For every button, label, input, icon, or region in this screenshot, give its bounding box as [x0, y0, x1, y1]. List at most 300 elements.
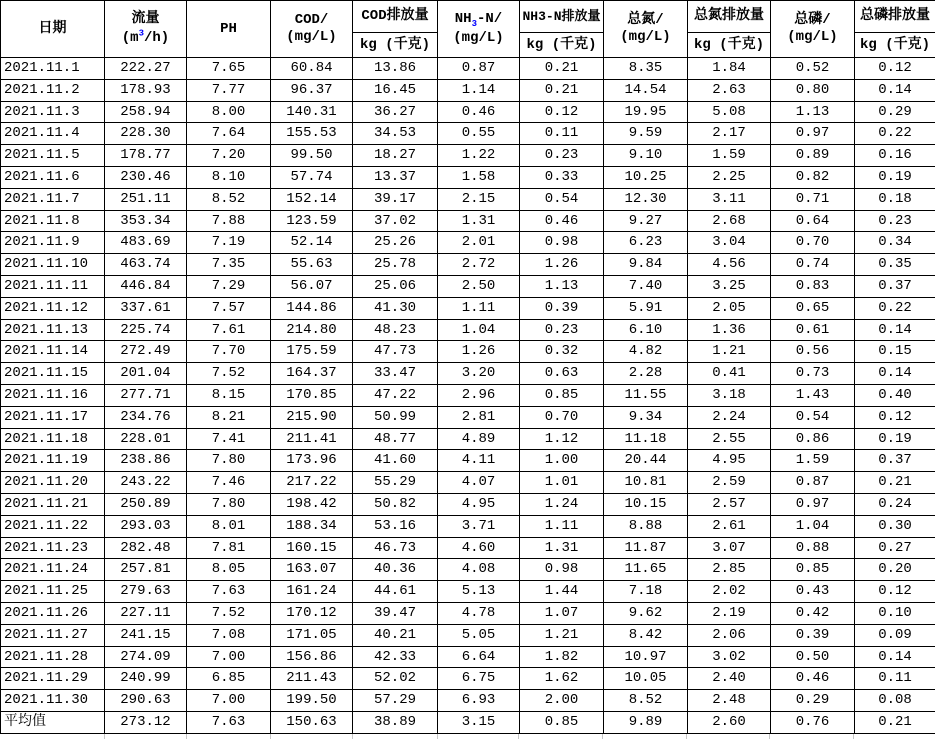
- value-cell[interactable]: 0.55: [438, 123, 520, 145]
- date-cell[interactable]: 2021.11.13: [1, 319, 105, 341]
- value-cell[interactable]: 12.30: [604, 188, 688, 210]
- date-cell[interactable]: 2021.11.29: [1, 668, 105, 690]
- date-cell[interactable]: 2021.11.27: [1, 624, 105, 646]
- value-cell[interactable]: 7.63: [187, 581, 271, 603]
- value-cell[interactable]: 41.60: [353, 450, 438, 472]
- value-cell[interactable]: 48.77: [353, 428, 438, 450]
- value-cell[interactable]: 150.63: [271, 711, 353, 733]
- value-cell[interactable]: 1.84: [688, 58, 771, 80]
- value-cell[interactable]: 42.33: [353, 646, 438, 668]
- value-cell[interactable]: 1.59: [771, 450, 855, 472]
- value-cell[interactable]: 7.00: [187, 646, 271, 668]
- value-cell[interactable]: 1.31: [520, 537, 604, 559]
- value-cell[interactable]: 0.46: [520, 210, 604, 232]
- value-cell[interactable]: 7.57: [187, 297, 271, 319]
- value-cell[interactable]: 0.40: [855, 384, 935, 406]
- value-cell[interactable]: 11.87: [604, 537, 688, 559]
- average-label-cell[interactable]: 平均值: [1, 711, 105, 733]
- value-cell[interactable]: 7.80: [187, 450, 271, 472]
- value-cell[interactable]: 0.85: [771, 559, 855, 581]
- value-cell[interactable]: 55.63: [271, 254, 353, 276]
- value-cell[interactable]: 8.35: [604, 58, 688, 80]
- value-cell[interactable]: 39.17: [353, 188, 438, 210]
- value-cell[interactable]: 47.73: [353, 341, 438, 363]
- value-cell[interactable]: 3.20: [438, 363, 520, 385]
- value-cell[interactable]: 4.89: [438, 428, 520, 450]
- value-cell[interactable]: 52.14: [271, 232, 353, 254]
- value-cell[interactable]: 1.59: [688, 145, 771, 167]
- col-header-ph[interactable]: PH: [187, 1, 271, 58]
- value-cell[interactable]: 198.42: [271, 493, 353, 515]
- value-cell[interactable]: 37.02: [353, 210, 438, 232]
- value-cell[interactable]: 2.50: [438, 275, 520, 297]
- value-cell[interactable]: 8.10: [187, 166, 271, 188]
- value-cell[interactable]: 44.61: [353, 581, 438, 603]
- value-cell[interactable]: 0.10: [855, 602, 935, 624]
- value-cell[interactable]: 0.63: [520, 363, 604, 385]
- col-header-nh3n-emission[interactable]: NH3-N排放量: [520, 1, 604, 33]
- value-cell[interactable]: 243.22: [105, 472, 187, 494]
- value-cell[interactable]: 2.02: [688, 581, 771, 603]
- value-cell[interactable]: 240.99: [105, 668, 187, 690]
- value-cell[interactable]: 0.23: [520, 145, 604, 167]
- value-cell[interactable]: 0.09: [855, 624, 935, 646]
- value-cell[interactable]: 57.29: [353, 690, 438, 712]
- value-cell[interactable]: 0.15: [855, 341, 935, 363]
- value-cell[interactable]: 178.77: [105, 145, 187, 167]
- value-cell[interactable]: 6.75: [438, 668, 520, 690]
- value-cell[interactable]: 0.42: [771, 602, 855, 624]
- value-cell[interactable]: 50.99: [353, 406, 438, 428]
- value-cell[interactable]: 258.94: [105, 101, 187, 123]
- value-cell[interactable]: 0.22: [855, 297, 935, 319]
- value-cell[interactable]: 0.21: [855, 711, 935, 733]
- value-cell[interactable]: 56.07: [271, 275, 353, 297]
- value-cell[interactable]: 6.64: [438, 646, 520, 668]
- value-cell[interactable]: 7.18: [604, 581, 688, 603]
- value-cell[interactable]: 10.97: [604, 646, 688, 668]
- value-cell[interactable]: 238.86: [105, 450, 187, 472]
- col-header-cod[interactable]: COD/ (mg/L): [271, 1, 353, 58]
- value-cell[interactable]: 10.81: [604, 472, 688, 494]
- value-cell[interactable]: 0.87: [438, 58, 520, 80]
- value-cell[interactable]: 225.74: [105, 319, 187, 341]
- value-cell[interactable]: 3.11: [688, 188, 771, 210]
- date-cell[interactable]: 2021.11.20: [1, 472, 105, 494]
- value-cell[interactable]: 7.52: [187, 363, 271, 385]
- value-cell[interactable]: 0.34: [855, 232, 935, 254]
- value-cell[interactable]: 55.29: [353, 472, 438, 494]
- value-cell[interactable]: 0.89: [771, 145, 855, 167]
- value-cell[interactable]: 0.14: [855, 646, 935, 668]
- value-cell[interactable]: 0.22: [855, 123, 935, 145]
- date-cell[interactable]: 2021.11.4: [1, 123, 105, 145]
- value-cell[interactable]: 10.05: [604, 668, 688, 690]
- value-cell[interactable]: 9.62: [604, 602, 688, 624]
- value-cell[interactable]: 0.21: [520, 79, 604, 101]
- value-cell[interactable]: 7.63: [187, 711, 271, 733]
- value-cell[interactable]: 39.47: [353, 602, 438, 624]
- date-cell[interactable]: 2021.11.28: [1, 646, 105, 668]
- value-cell[interactable]: 2.85: [688, 559, 771, 581]
- value-cell[interactable]: 1.04: [771, 515, 855, 537]
- value-cell[interactable]: 13.86: [353, 58, 438, 80]
- value-cell[interactable]: 0.71: [771, 188, 855, 210]
- date-cell[interactable]: 2021.11.9: [1, 232, 105, 254]
- date-cell[interactable]: 2021.11.16: [1, 384, 105, 406]
- unit-kg-cod[interactable]: kg (千克): [353, 33, 438, 58]
- value-cell[interactable]: 0.76: [771, 711, 855, 733]
- value-cell[interactable]: 0.20: [855, 559, 935, 581]
- value-cell[interactable]: 11.65: [604, 559, 688, 581]
- value-cell[interactable]: 251.11: [105, 188, 187, 210]
- value-cell[interactable]: 2.81: [438, 406, 520, 428]
- value-cell[interactable]: 53.16: [353, 515, 438, 537]
- date-cell[interactable]: 2021.11.15: [1, 363, 105, 385]
- value-cell[interactable]: 163.07: [271, 559, 353, 581]
- value-cell[interactable]: 0.11: [855, 668, 935, 690]
- date-cell[interactable]: 2021.11.24: [1, 559, 105, 581]
- value-cell[interactable]: 5.91: [604, 297, 688, 319]
- value-cell[interactable]: 0.18: [855, 188, 935, 210]
- date-cell[interactable]: 2021.11.18: [1, 428, 105, 450]
- value-cell[interactable]: 2.55: [688, 428, 771, 450]
- value-cell[interactable]: 1.62: [520, 668, 604, 690]
- value-cell[interactable]: 16.45: [353, 79, 438, 101]
- value-cell[interactable]: 7.81: [187, 537, 271, 559]
- value-cell[interactable]: 8.00: [187, 101, 271, 123]
- date-cell[interactable]: 2021.11.2: [1, 79, 105, 101]
- value-cell[interactable]: 178.93: [105, 79, 187, 101]
- value-cell[interactable]: 99.50: [271, 145, 353, 167]
- value-cell[interactable]: 272.49: [105, 341, 187, 363]
- value-cell[interactable]: 0.50: [771, 646, 855, 668]
- value-cell[interactable]: 8.88: [604, 515, 688, 537]
- value-cell[interactable]: 0.35: [855, 254, 935, 276]
- value-cell[interactable]: 4.95: [438, 493, 520, 515]
- value-cell[interactable]: 25.26: [353, 232, 438, 254]
- value-cell[interactable]: 353.34: [105, 210, 187, 232]
- value-cell[interactable]: 57.74: [271, 166, 353, 188]
- value-cell[interactable]: 0.11: [520, 123, 604, 145]
- value-cell[interactable]: 34.53: [353, 123, 438, 145]
- value-cell[interactable]: 14.54: [604, 79, 688, 101]
- value-cell[interactable]: 290.63: [105, 690, 187, 712]
- value-cell[interactable]: 217.22: [271, 472, 353, 494]
- value-cell[interactable]: 160.15: [271, 537, 353, 559]
- date-cell[interactable]: 2021.11.23: [1, 537, 105, 559]
- value-cell[interactable]: 152.14: [271, 188, 353, 210]
- value-cell[interactable]: 60.84: [271, 58, 353, 80]
- value-cell[interactable]: 1.21: [520, 624, 604, 646]
- value-cell[interactable]: 2.05: [688, 297, 771, 319]
- value-cell[interactable]: 188.34: [271, 515, 353, 537]
- value-cell[interactable]: 0.29: [855, 101, 935, 123]
- date-cell[interactable]: 2021.11.14: [1, 341, 105, 363]
- value-cell[interactable]: 2.06: [688, 624, 771, 646]
- value-cell[interactable]: 123.59: [271, 210, 353, 232]
- value-cell[interactable]: 47.22: [353, 384, 438, 406]
- date-cell[interactable]: 2021.11.1: [1, 58, 105, 80]
- value-cell[interactable]: 4.95: [688, 450, 771, 472]
- value-cell[interactable]: 2.01: [438, 232, 520, 254]
- value-cell[interactable]: 0.37: [855, 275, 935, 297]
- value-cell[interactable]: 0.21: [855, 472, 935, 494]
- value-cell[interactable]: 0.70: [520, 406, 604, 428]
- value-cell[interactable]: 1.22: [438, 145, 520, 167]
- value-cell[interactable]: 7.20: [187, 145, 271, 167]
- value-cell[interactable]: 7.88: [187, 210, 271, 232]
- col-header-nh3n[interactable]: $NH_3-N/$ (mg/L): [438, 1, 520, 58]
- col-header-tn[interactable]: 总氮/ (mg/L): [604, 1, 688, 58]
- value-cell[interactable]: 1.43: [771, 384, 855, 406]
- value-cell[interactable]: 2.59: [688, 472, 771, 494]
- value-cell[interactable]: 6.85: [187, 668, 271, 690]
- value-cell[interactable]: 273.12: [105, 711, 187, 733]
- value-cell[interactable]: 0.98: [520, 232, 604, 254]
- value-cell[interactable]: 9.10: [604, 145, 688, 167]
- value-cell[interactable]: 46.73: [353, 537, 438, 559]
- value-cell[interactable]: 3.71: [438, 515, 520, 537]
- value-cell[interactable]: 7.64: [187, 123, 271, 145]
- value-cell[interactable]: 13.37: [353, 166, 438, 188]
- date-cell[interactable]: 2021.11.22: [1, 515, 105, 537]
- value-cell[interactable]: 2.15: [438, 188, 520, 210]
- value-cell[interactable]: 7.41: [187, 428, 271, 450]
- value-cell[interactable]: 52.02: [353, 668, 438, 690]
- value-cell[interactable]: 8.52: [604, 690, 688, 712]
- value-cell[interactable]: 0.12: [855, 58, 935, 80]
- value-cell[interactable]: 2.00: [520, 690, 604, 712]
- value-cell[interactable]: 0.14: [855, 319, 935, 341]
- value-cell[interactable]: 2.17: [688, 123, 771, 145]
- value-cell[interactable]: 4.60: [438, 537, 520, 559]
- date-cell[interactable]: 2021.11.21: [1, 493, 105, 515]
- value-cell[interactable]: 279.63: [105, 581, 187, 603]
- value-cell[interactable]: 2.24: [688, 406, 771, 428]
- value-cell[interactable]: 0.14: [855, 363, 935, 385]
- value-cell[interactable]: 0.33: [520, 166, 604, 188]
- value-cell[interactable]: 230.46: [105, 166, 187, 188]
- value-cell[interactable]: 6.23: [604, 232, 688, 254]
- value-cell[interactable]: 0.46: [771, 668, 855, 690]
- col-header-cod-emission[interactable]: COD排放量: [353, 1, 438, 33]
- value-cell[interactable]: 0.56: [771, 341, 855, 363]
- value-cell[interactable]: 1.26: [520, 254, 604, 276]
- value-cell[interactable]: 4.56: [688, 254, 771, 276]
- value-cell[interactable]: 228.01: [105, 428, 187, 450]
- value-cell[interactable]: 0.19: [855, 428, 935, 450]
- value-cell[interactable]: 0.23: [855, 210, 935, 232]
- value-cell[interactable]: 463.74: [105, 254, 187, 276]
- col-header-tp[interactable]: 总磷/ (mg/L): [771, 1, 855, 58]
- date-cell[interactable]: 2021.11.3: [1, 101, 105, 123]
- value-cell[interactable]: 1.82: [520, 646, 604, 668]
- value-cell[interactable]: 9.27: [604, 210, 688, 232]
- value-cell[interactable]: 0.88: [771, 537, 855, 559]
- value-cell[interactable]: 10.25: [604, 166, 688, 188]
- value-cell[interactable]: 211.43: [271, 668, 353, 690]
- date-cell[interactable]: 2021.11.26: [1, 602, 105, 624]
- value-cell[interactable]: 7.65: [187, 58, 271, 80]
- col-header-tp-emission[interactable]: 总磷排放量: [855, 1, 935, 33]
- value-cell[interactable]: 2.60: [688, 711, 771, 733]
- value-cell[interactable]: 3.04: [688, 232, 771, 254]
- unit-kg-nh3n[interactable]: kg (千克): [520, 33, 604, 58]
- value-cell[interactable]: 25.78: [353, 254, 438, 276]
- value-cell[interactable]: 0.85: [520, 384, 604, 406]
- value-cell[interactable]: 0.83: [771, 275, 855, 297]
- value-cell[interactable]: 164.37: [271, 363, 353, 385]
- value-cell[interactable]: 0.65: [771, 297, 855, 319]
- value-cell[interactable]: 1.00: [520, 450, 604, 472]
- value-cell[interactable]: 211.41: [271, 428, 353, 450]
- value-cell[interactable]: 40.21: [353, 624, 438, 646]
- value-cell[interactable]: 0.82: [771, 166, 855, 188]
- value-cell[interactable]: 4.11: [438, 450, 520, 472]
- value-cell[interactable]: 0.43: [771, 581, 855, 603]
- value-cell[interactable]: 40.36: [353, 559, 438, 581]
- value-cell[interactable]: 3.18: [688, 384, 771, 406]
- value-cell[interactable]: 0.29: [771, 690, 855, 712]
- value-cell[interactable]: 0.30: [855, 515, 935, 537]
- value-cell[interactable]: 0.39: [771, 624, 855, 646]
- value-cell[interactable]: 2.40: [688, 668, 771, 690]
- value-cell[interactable]: 2.96: [438, 384, 520, 406]
- value-cell[interactable]: 2.25: [688, 166, 771, 188]
- value-cell[interactable]: 8.01: [187, 515, 271, 537]
- value-cell[interactable]: 1.24: [520, 493, 604, 515]
- value-cell[interactable]: 0.70: [771, 232, 855, 254]
- value-cell[interactable]: 483.69: [105, 232, 187, 254]
- value-cell[interactable]: 11.18: [604, 428, 688, 450]
- date-cell[interactable]: 2021.11.6: [1, 166, 105, 188]
- value-cell[interactable]: 0.14: [855, 79, 935, 101]
- value-cell[interactable]: 4.78: [438, 602, 520, 624]
- date-cell[interactable]: 2021.11.11: [1, 275, 105, 297]
- value-cell[interactable]: 7.61: [187, 319, 271, 341]
- value-cell[interactable]: 0.41: [688, 363, 771, 385]
- value-cell[interactable]: 0.23: [520, 319, 604, 341]
- date-cell[interactable]: 2021.11.5: [1, 145, 105, 167]
- value-cell[interactable]: 0.52: [771, 58, 855, 80]
- value-cell[interactable]: 1.44: [520, 581, 604, 603]
- value-cell[interactable]: 1.07: [520, 602, 604, 624]
- value-cell[interactable]: 0.64: [771, 210, 855, 232]
- value-cell[interactable]: 0.39: [520, 297, 604, 319]
- date-cell[interactable]: 2021.11.17: [1, 406, 105, 428]
- value-cell[interactable]: 2.68: [688, 210, 771, 232]
- date-cell[interactable]: 2021.11.30: [1, 690, 105, 712]
- value-cell[interactable]: 7.00: [187, 690, 271, 712]
- value-cell[interactable]: 9.89: [604, 711, 688, 733]
- value-cell[interactable]: 3.15: [438, 711, 520, 733]
- col-header-flow[interactable]: [105, 1, 187, 58]
- value-cell[interactable]: 199.50: [271, 690, 353, 712]
- value-cell[interactable]: 7.80: [187, 493, 271, 515]
- value-cell[interactable]: 7.35: [187, 254, 271, 276]
- value-cell[interactable]: 274.09: [105, 646, 187, 668]
- value-cell[interactable]: 293.03: [105, 515, 187, 537]
- value-cell[interactable]: 3.07: [688, 537, 771, 559]
- value-cell[interactable]: 7.29: [187, 275, 271, 297]
- value-cell[interactable]: 96.37: [271, 79, 353, 101]
- value-cell[interactable]: 241.15: [105, 624, 187, 646]
- value-cell[interactable]: 7.08: [187, 624, 271, 646]
- date-cell[interactable]: 2021.11.8: [1, 210, 105, 232]
- value-cell[interactable]: 6.93: [438, 690, 520, 712]
- value-cell[interactable]: 222.27: [105, 58, 187, 80]
- date-cell[interactable]: 2021.11.10: [1, 254, 105, 276]
- date-cell[interactable]: 2021.11.7: [1, 188, 105, 210]
- value-cell[interactable]: 1.13: [520, 275, 604, 297]
- value-cell[interactable]: 9.59: [604, 123, 688, 145]
- value-cell[interactable]: 1.26: [438, 341, 520, 363]
- value-cell[interactable]: 140.31: [271, 101, 353, 123]
- value-cell[interactable]: 215.90: [271, 406, 353, 428]
- value-cell[interactable]: 1.01: [520, 472, 604, 494]
- value-cell[interactable]: 19.95: [604, 101, 688, 123]
- value-cell[interactable]: 446.84: [105, 275, 187, 297]
- value-cell[interactable]: 0.12: [520, 101, 604, 123]
- value-cell[interactable]: 228.30: [105, 123, 187, 145]
- value-cell[interactable]: 3.25: [688, 275, 771, 297]
- value-cell[interactable]: 0.32: [520, 341, 604, 363]
- value-cell[interactable]: 36.27: [353, 101, 438, 123]
- value-cell[interactable]: 2.61: [688, 515, 771, 537]
- value-cell[interactable]: 8.42: [604, 624, 688, 646]
- value-cell[interactable]: 0.19: [855, 166, 935, 188]
- value-cell[interactable]: 0.27: [855, 537, 935, 559]
- value-cell[interactable]: 38.89: [353, 711, 438, 733]
- value-cell[interactable]: 1.04: [438, 319, 520, 341]
- value-cell[interactable]: 25.06: [353, 275, 438, 297]
- value-cell[interactable]: 0.37: [855, 450, 935, 472]
- col-header-tn-emission[interactable]: 总氮排放量: [688, 1, 771, 33]
- value-cell[interactable]: 9.84: [604, 254, 688, 276]
- value-cell[interactable]: 257.81: [105, 559, 187, 581]
- value-cell[interactable]: 175.59: [271, 341, 353, 363]
- value-cell[interactable]: 234.76: [105, 406, 187, 428]
- value-cell[interactable]: 227.11: [105, 602, 187, 624]
- value-cell[interactable]: 277.71: [105, 384, 187, 406]
- value-cell[interactable]: 2.57: [688, 493, 771, 515]
- value-cell[interactable]: 1.58: [438, 166, 520, 188]
- value-cell[interactable]: 0.46: [438, 101, 520, 123]
- value-cell[interactable]: 8.15: [187, 384, 271, 406]
- value-cell[interactable]: 1.21: [688, 341, 771, 363]
- value-cell[interactable]: 214.80: [271, 319, 353, 341]
- value-cell[interactable]: 0.21: [520, 58, 604, 80]
- value-cell[interactable]: 1.31: [438, 210, 520, 232]
- value-cell[interactable]: 4.82: [604, 341, 688, 363]
- value-cell[interactable]: 337.61: [105, 297, 187, 319]
- value-cell[interactable]: 8.21: [187, 406, 271, 428]
- value-cell[interactable]: 0.86: [771, 428, 855, 450]
- value-cell[interactable]: 250.89: [105, 493, 187, 515]
- value-cell[interactable]: 173.96: [271, 450, 353, 472]
- value-cell[interactable]: 0.61: [771, 319, 855, 341]
- value-cell[interactable]: 2.63: [688, 79, 771, 101]
- value-cell[interactable]: 1.11: [438, 297, 520, 319]
- value-cell[interactable]: 7.52: [187, 602, 271, 624]
- value-cell[interactable]: 8.52: [187, 188, 271, 210]
- date-cell[interactable]: 2021.11.12: [1, 297, 105, 319]
- value-cell[interactable]: 50.82: [353, 493, 438, 515]
- value-cell[interactable]: 201.04: [105, 363, 187, 385]
- value-cell[interactable]: 1.36: [688, 319, 771, 341]
- value-cell[interactable]: 9.34: [604, 406, 688, 428]
